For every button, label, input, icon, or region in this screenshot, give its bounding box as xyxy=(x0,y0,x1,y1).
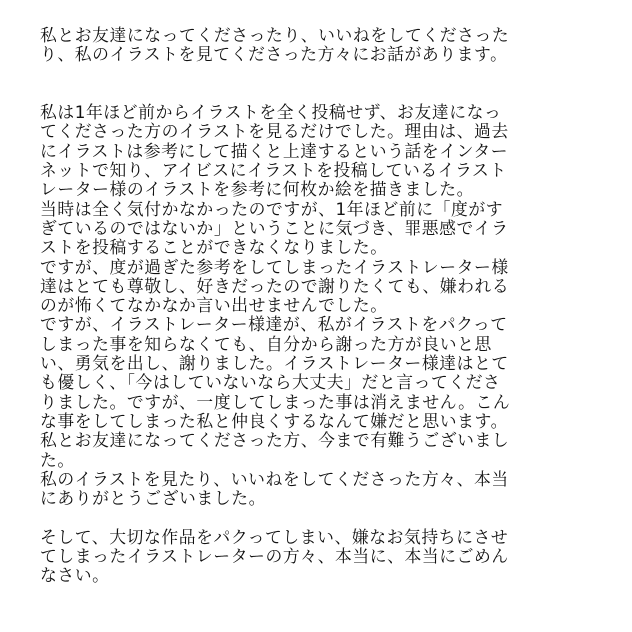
text-line: てしまったイラストレーターの方々、本当に、本当にごめん xyxy=(40,546,509,567)
text-line: のが怖くてなかなか言い出せませんでした。 xyxy=(40,295,388,316)
text-line: り、私のイラストを見てくださった方々にお話があります。 xyxy=(40,44,508,65)
blank-line xyxy=(40,65,592,84)
text-line: ですが、度が過ぎた参考をしてしまったイラストレーター様 xyxy=(40,256,509,277)
text-line: りました。ですが、一度してしまった事は消えません。こん xyxy=(40,391,511,412)
text-line: 私とお友達になってくださった方、今まで有難うございまし xyxy=(40,430,510,451)
text-line: にありがとうございました。 xyxy=(40,488,266,509)
text-line: 当時は全く気付かなかったのですが、1年ほど前に「度がす xyxy=(40,198,504,219)
text-line: てくださった方のイラストを見るだけでした。理由は、過去 xyxy=(40,121,509,142)
text-line: 私は1年ほど前からイラストを全く投稿せず、お友達になっ xyxy=(40,102,502,123)
text-line: ぎているのではないか」ということに気づき、罪悪感でイラ xyxy=(40,217,509,238)
text-line: 私のイラストを見たり、いいねをしてくださった方々、本当 xyxy=(40,468,509,489)
text-line: ネットで知り、アイビスにイラストを投稿しているイラスト xyxy=(40,160,507,181)
text-line: 達はとても尊敬し、好きだったので謝りたくても、嫌われる xyxy=(40,275,510,296)
text-line: 私とお友達になってくださったり、いいねをしてくださった xyxy=(40,25,510,45)
text-line: ですが、イラストレーター様達が、私がイラストをパクって xyxy=(40,314,508,335)
text-line: レーター様のイラストを参考に何枚か絵を描きました。 xyxy=(40,179,475,200)
text-line: しまった事を知らなくても、自分から謝った方が良いと思 xyxy=(40,333,492,354)
text-line: にイラストは参考にして描くと上達するという話をインター xyxy=(40,140,509,161)
blank-line xyxy=(40,508,592,527)
text-line: な事をしてしまった私と仲良くするなんて嫌だと思います。 xyxy=(40,410,508,431)
text-line: なさい。 xyxy=(40,565,110,586)
text-line: た。 xyxy=(40,449,75,470)
text-line: そして、大切な作品をパクってしまい、嫌なお気持ちにさせ xyxy=(40,526,509,547)
text-line: ストを投稿することができなくなりました。 xyxy=(40,237,388,258)
blank-line xyxy=(40,84,592,103)
text-line: も優しく、「今はしていないなら大丈夫」だと言ってくださ xyxy=(40,372,501,393)
text-line: い、勇気を出し、謝りました。イラストレーター様達はとて xyxy=(40,353,509,374)
